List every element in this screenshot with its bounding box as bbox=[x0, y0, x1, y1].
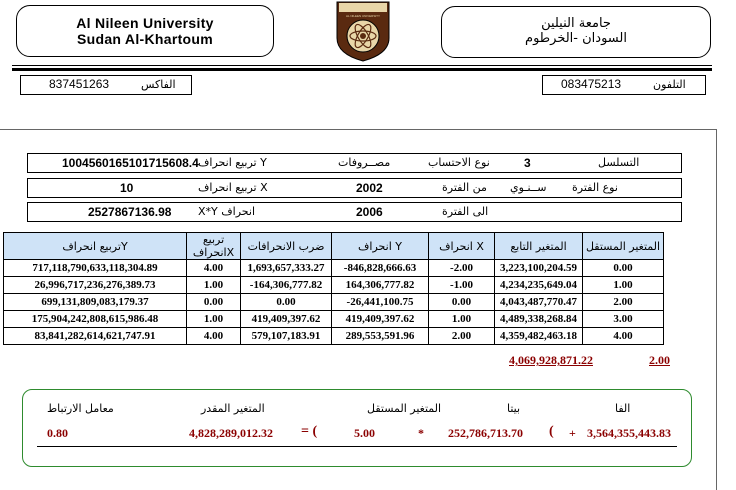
english-name-line2: Sudan Al-Khartoum bbox=[76, 31, 214, 47]
cell-dependent: 4,489,338,268.84 bbox=[495, 311, 583, 328]
calc-type-label: نوع الاحتساب bbox=[428, 156, 490, 169]
english-name-line1: Al Nileen University bbox=[76, 15, 214, 31]
beta-value: 252,786,713.70 bbox=[448, 426, 523, 440]
col-header-sq-dev-x: تربيع انحرافX bbox=[187, 233, 241, 260]
arabic-name-line1: جامعة النيلين bbox=[541, 16, 611, 31]
english-name-box bbox=[16, 5, 274, 57]
serial-value: 3 bbox=[524, 156, 531, 170]
cell-dev-y: 164,306,777.82 bbox=[332, 277, 429, 294]
sq-dev-x-value: 10 bbox=[120, 181, 134, 195]
cell-dev-x: 2.00 bbox=[429, 328, 495, 345]
table-header-row bbox=[4, 233, 664, 260]
cell-sq-dev-y: 699,131,809,083,179.37 bbox=[4, 294, 187, 311]
to-period-value: 2006 bbox=[356, 205, 383, 219]
col-header-dependent: المتغير التابع bbox=[495, 233, 583, 260]
fax-value: 837451263 bbox=[49, 77, 110, 91]
col-header-sq-dev-y: تربيع انحرافY bbox=[4, 233, 187, 260]
table-row bbox=[4, 294, 664, 311]
cell-dev-y: 419,409,397.62 bbox=[332, 311, 429, 328]
cell-sq-dev-y: 26,996,717,236,276,389.73 bbox=[4, 277, 187, 294]
cell-dev-x: -1.00 bbox=[429, 277, 495, 294]
cell-product: -164,306,777.82 bbox=[241, 277, 332, 294]
dev-xy-value: 2527867136.98 bbox=[88, 205, 172, 219]
cell-independent: 1.00 bbox=[583, 277, 664, 294]
from-period-label: من الفترة bbox=[442, 181, 487, 194]
cell-dev-y: -26,441,100.75 bbox=[332, 294, 429, 311]
cell-sq-dev-y: 83,841,282,614,621,747.91 bbox=[4, 328, 187, 345]
col-header-dev-x: انحراف X bbox=[429, 233, 495, 260]
phone-box bbox=[542, 75, 706, 95]
equals-paren: = ( bbox=[301, 424, 318, 439]
cell-sq-dev-y: 175,904,242,808,615,986.48 bbox=[4, 311, 187, 328]
phone-label: التلفون bbox=[653, 78, 686, 91]
cell-independent: 0.00 bbox=[583, 260, 664, 277]
cell-independent: 4.00 bbox=[583, 328, 664, 345]
dev-xy-label: X*Y انحراف bbox=[198, 205, 256, 218]
arabic-name-box bbox=[441, 6, 711, 58]
cell-independent: 2.00 bbox=[583, 294, 664, 311]
period-type-value: ســنـوي bbox=[510, 181, 547, 194]
table-row bbox=[4, 277, 664, 294]
cell-sq-dev-y: 717,118,790,633,118,304.89 bbox=[4, 260, 187, 277]
multiply-sign: * bbox=[418, 426, 424, 440]
sq-dev-y-label: تربيع انحراف Y bbox=[198, 156, 267, 169]
cell-dev-x: -2.00 bbox=[429, 260, 495, 277]
cell-sq-dev-x: 4.00 bbox=[187, 260, 241, 277]
correlation-value: 0.80 bbox=[47, 426, 68, 440]
header-divider-thin bbox=[12, 65, 712, 66]
cell-dev-y: -846,828,666.63 bbox=[332, 260, 429, 277]
table-row bbox=[4, 260, 664, 277]
cell-dependent: 4,359,482,463.18 bbox=[495, 328, 583, 345]
cell-dependent: 3,223,100,204.59 bbox=[495, 260, 583, 277]
phone-value: 083475213 bbox=[561, 77, 622, 91]
period-type-label: نوع الفترة bbox=[572, 181, 618, 194]
independent-value: 5.00 bbox=[354, 426, 375, 440]
correlation-label: معامل الارتباط bbox=[47, 402, 114, 415]
info-row-1 bbox=[27, 153, 682, 173]
cell-sq-dev-x: 1.00 bbox=[187, 277, 241, 294]
deviation-table bbox=[3, 232, 664, 345]
table-row bbox=[4, 328, 664, 345]
header-divider-thick bbox=[12, 68, 712, 71]
alpha-label: الفا bbox=[615, 402, 631, 415]
cell-dev-x: 1.00 bbox=[429, 311, 495, 328]
cell-sq-dev-x: 1.00 bbox=[187, 311, 241, 328]
cell-product: 419,409,397.62 bbox=[241, 311, 332, 328]
col-header-independent: المتغير المستقل bbox=[583, 233, 664, 260]
fax-box bbox=[20, 75, 192, 95]
total-independent: 2.00 bbox=[649, 353, 670, 367]
cell-product: 0.00 bbox=[241, 294, 332, 311]
info-row-3 bbox=[27, 202, 682, 222]
alpha-value: 3,564,355,443.83 bbox=[587, 426, 671, 440]
table-row bbox=[4, 311, 664, 328]
beta-label: بيتا bbox=[507, 402, 521, 415]
to-period-label: الى الفترة bbox=[442, 205, 489, 218]
university-logo bbox=[334, 0, 392, 62]
cell-sq-dev-x: 4.00 bbox=[187, 328, 241, 345]
from-period-value: 2002 bbox=[356, 181, 383, 195]
regression-underline bbox=[37, 446, 677, 447]
arabic-name-line2: السودان -الخرطوم bbox=[525, 31, 627, 46]
col-header-dev-y: انحراف Y bbox=[332, 233, 429, 260]
cell-independent: 3.00 bbox=[583, 311, 664, 328]
col-header-product: ضرب الانحرافات bbox=[241, 233, 332, 260]
estimated-label: المتغير المقدر bbox=[201, 402, 265, 415]
plus-sign: + bbox=[569, 426, 576, 440]
open-paren: ( bbox=[549, 424, 554, 439]
info-row-2 bbox=[27, 178, 682, 198]
cell-dev-x: 0.00 bbox=[429, 294, 495, 311]
serial-label: التسلسل bbox=[598, 156, 640, 169]
cell-product: 579,107,183.91 bbox=[241, 328, 332, 345]
logo-text: AL NILEEN UNIVERSITY bbox=[345, 14, 381, 18]
sq-dev-x-label: تربيع انحراف X bbox=[198, 181, 268, 194]
total-dependent: 4,069,928,871.22 bbox=[509, 353, 593, 367]
cell-sq-dev-x: 0.00 bbox=[187, 294, 241, 311]
independent-label: المتغير المستقل bbox=[367, 402, 442, 415]
fax-label: الفاكس bbox=[141, 78, 176, 91]
estimated-value: 4,828,289,012.32 bbox=[189, 426, 273, 440]
cell-dependent: 4,234,235,649.04 bbox=[495, 277, 583, 294]
cell-dependent: 4,043,487,770.47 bbox=[495, 294, 583, 311]
regression-panel bbox=[22, 389, 692, 467]
calc-type-value: مصــروفات bbox=[338, 156, 391, 169]
cell-product: 1,693,657,333.27 bbox=[241, 260, 332, 277]
cell-dev-y: 289,553,591.96 bbox=[332, 328, 429, 345]
sq-dev-y-value: 1004560165101715608.4 bbox=[62, 156, 199, 170]
